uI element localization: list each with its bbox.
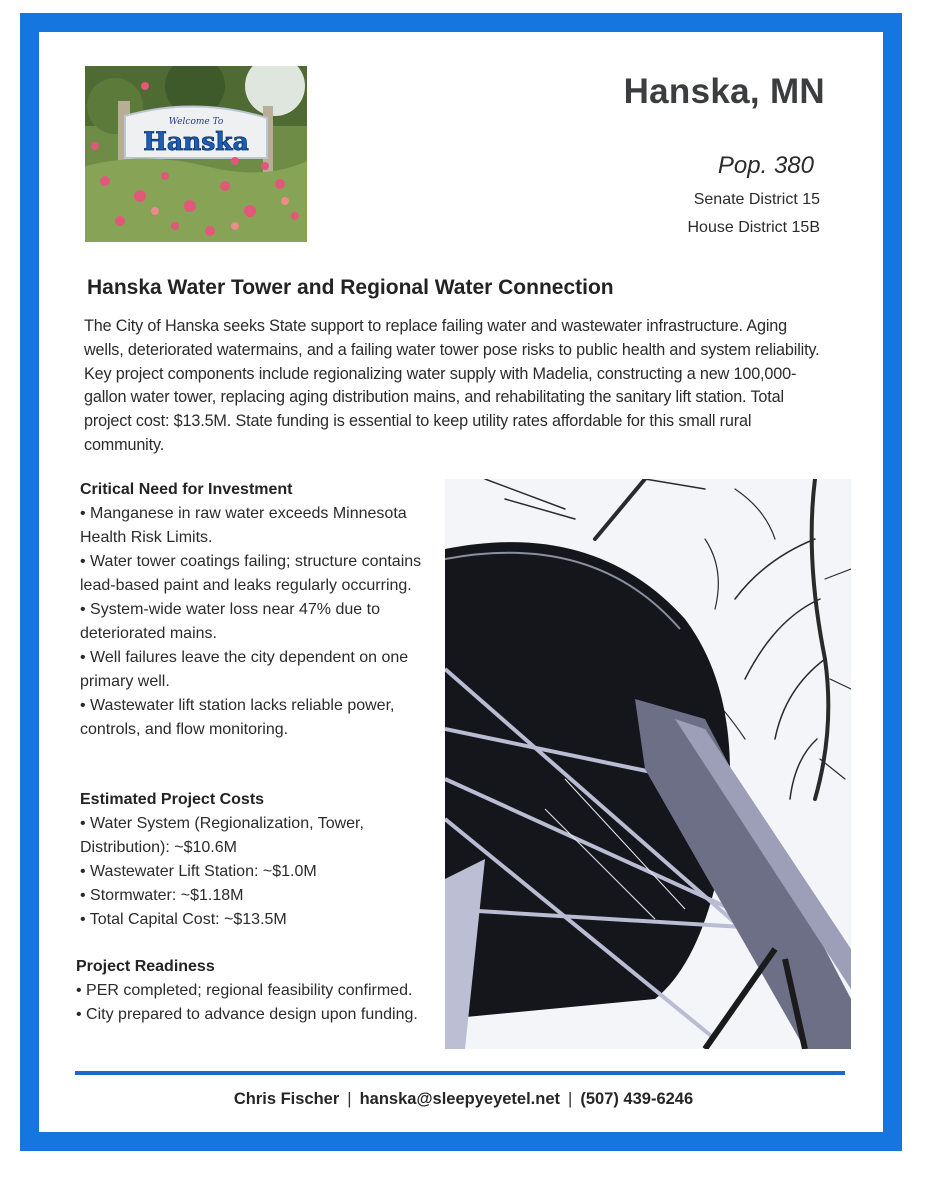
svg-text:Welcome To: Welcome To — [168, 117, 224, 127]
cost-item: • Water System (Regionalization, Tower, Distribution): ~$10.6M — [80, 815, 364, 856]
readiness-item: • PER completed; regional feasibility confirmed. — [76, 982, 413, 999]
need-item: • Wastewater lift station lacks reliable power, controls, and flow monitoring. — [80, 697, 395, 738]
project-readiness-section — [76, 955, 446, 1027]
separator: | — [347, 1090, 352, 1108]
costs-heading: Estimated Project Costs — [80, 791, 265, 808]
footer-divider — [75, 1071, 845, 1075]
welcome-sign-photo — [85, 66, 307, 242]
project-summary: The City of Hanska seeks State support to replace failing water and wastewater infrastructure. Aging wells, deteriorated watermains, and a failing water tower pose risks to public health and system reliability. Key project components include regionalizing water supply with Madelia, constructing a new 100,000-gallon water tower, replacing aging distribution mains, and rehabilitating the sanitary lift station. Total project cost: $13.5M. State funding is essential to keep utility rates affordable for this small rural community. — [84, 317, 820, 454]
population: Pop. 380 — [717, 152, 814, 179]
welcome-sign-image — [85, 66, 307, 242]
critical-need-heading: Critical Need for Investment — [80, 481, 293, 498]
project-title: Hanska Water Tower and Regional Water Connection — [87, 276, 614, 299]
need-item: • Manganese in raw water exceeds Minnesota Health Risk Limits. — [80, 505, 407, 546]
cost-item: • Stormwater: ~$1.18M — [80, 887, 244, 904]
readiness-heading: Project Readiness — [76, 958, 215, 975]
separator: | — [568, 1090, 573, 1108]
senate-district: Senate District 15 — [693, 191, 820, 208]
contact-name: Chris Fischer — [233, 1090, 340, 1108]
house-district: House District 15B — [687, 219, 820, 236]
town-title: Hanska, MN — [623, 72, 825, 111]
project-costs-section — [80, 788, 450, 932]
need-item: • Well failures leave the city dependent on one primary well. — [80, 649, 409, 690]
svg-text:Hanska: Hanska — [143, 127, 249, 156]
need-item: • Water tower coatings failing; structure contains lead-based paint and leaks regularly occurring. — [80, 553, 422, 594]
cost-item: • Total Capital Cost: ~$13.5M — [80, 911, 287, 928]
cost-item: • Wastewater Lift Station: ~$1.0M — [80, 863, 317, 880]
footer-contact — [0, 1090, 927, 1109]
readiness-item: • City prepared to advance design upon funding. — [76, 1006, 418, 1023]
need-item: • System-wide water loss near 47% due to deteriorated mains. — [80, 601, 380, 642]
contact-email[interactable]: hanska@sleepyeyetel.net — [359, 1090, 561, 1108]
critical-need-section — [80, 478, 450, 742]
water-tower-image — [445, 479, 851, 1049]
contact-phone[interactable]: (507) 439-6246 — [580, 1090, 694, 1108]
water-tower-photo — [445, 479, 851, 1049]
